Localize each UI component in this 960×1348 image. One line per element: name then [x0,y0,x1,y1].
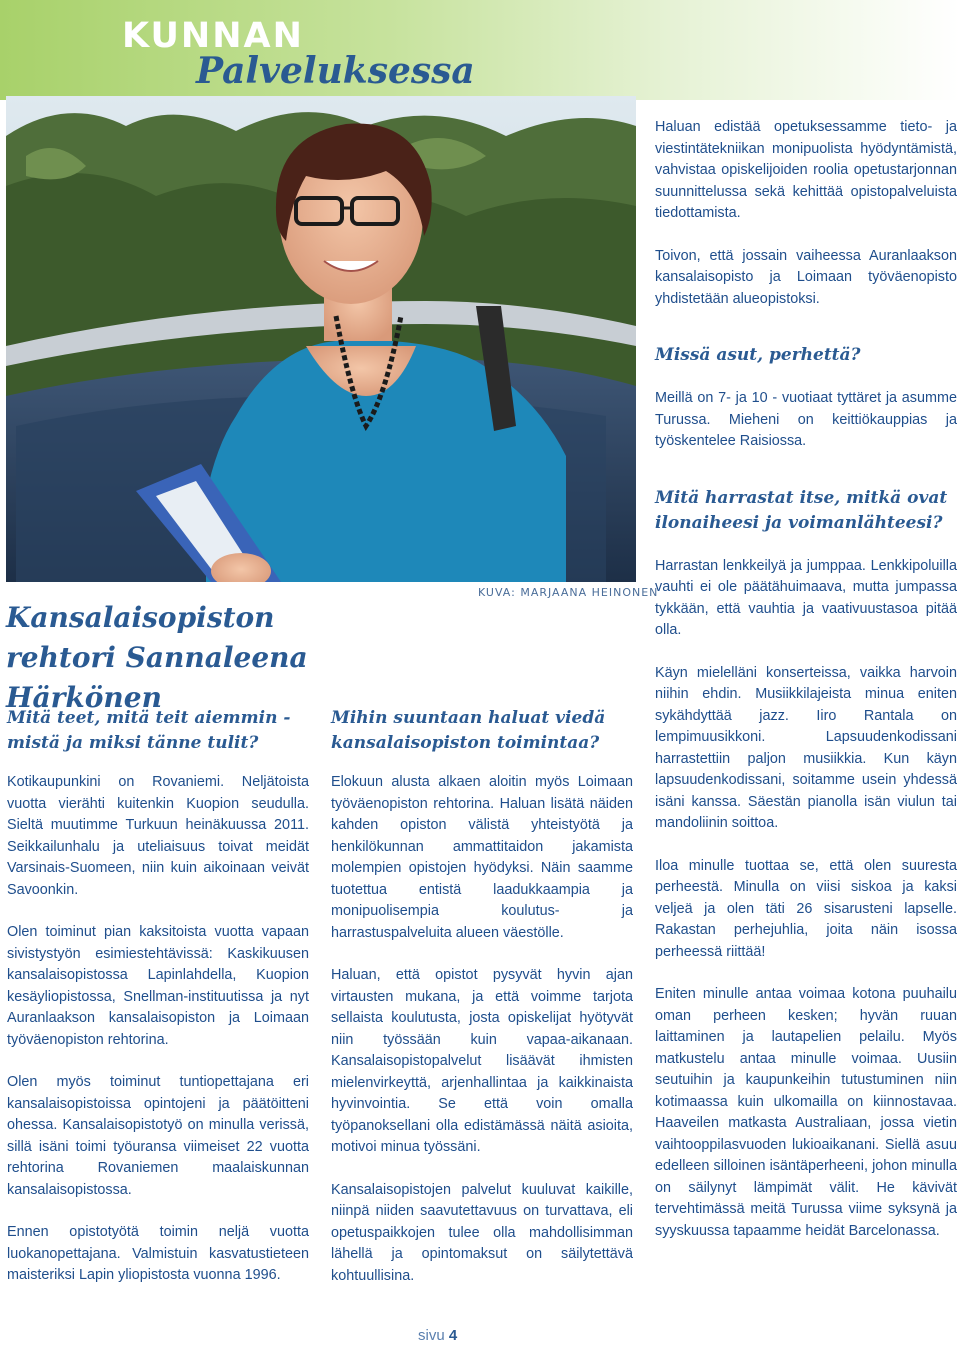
column-2 [331,706,633,1308]
paragraph: Olen toiminut pian kaksitoista vuotta vapaan sivistystyön esimiestehtävissä: Kaskikuusen kansalaisopistossa Lapinlahdella, Kuopion kesäyliopistossa, Snellman-instituutissa ja nyt Auranlaakson kansalaisopiston ja Loimaan työväenopiston rehtorina. [7,924,309,1048]
paragraph: Kansalaisopistojen palvelut kuuluvat kaikille, niinpä niiden saavutettavuus on turvattava, eli opetuspaikkojen tulee olla mahdollisimman lähellä ja opintomaksut on säilytettävä kohtuullisina. [331,1181,633,1284]
portrait-photo [6,96,636,582]
paragraph: Eniten minulle antaa voimaa kotona puuhailu oman perheen kesken; hyvän ruuan laittaminen ja lautapelien pelailu. Myös matkustelu antaa minulle voimaa. Uusiin seutuihin ja kaupunkeihin tutustuminen niin kotimaassa kuin ulkomailla on kiinnostavaa. Haaveilen matkasta Australiaan, jossa vietin vaihtooppilasvuoden lukioaikanani. Siellä asuu edelleen silloinen isäntäperheeni, johon minulla on säilynyt lämpimät välit. He kävivät tervehtimässä meitä Turussa viime syksynä ja syyskuussa tapaamme heidät Barcelonassa. [655,986,957,1239]
header-kicker: KUNNAN [122,16,304,56]
article-title: Kansalaisopiston rehtori Sannaleena Härkönen [6,601,308,714]
paragraph: Haluan edistää opetuksessamme tieto- ja viestintätekniikan monipuolista hyödyntämistä, vahvistaa opiskelijoiden roolia opetustarjonnan suunnittelussa sekä kehittää opistopalveluista tiedottamista. [655,119,957,221]
photo-credit: KUVA: MARJAANA HEINONEN [478,586,659,599]
column-1 [7,706,309,1308]
paragraph: Ennen opistotyötä toimin neljä vuotta luokanopettajana. Valmistuin kasvatustieteen maisteriksi Lapin yliopistosta vuonna 1996. [7,1224,309,1283]
paragraph: Olen myös toiminut tuntiopettajana eri kansalaisopistoissa opintojeni ja päätöitteni ohessa. Kansalaisopistotyö on minulla verissä, sillä isäni toimi työuransa viimeiset 22 vuotta rehtorina Rovaniemen maalaiskunnan kansalaisopistossa. [7,1074,309,1198]
paragraph: Elokuun alusta alkaen aloitin myös Loimaan työväenopiston rehtorina. Haluan lisätä näiden kahden opiston välistä yhteistyötä ja henkilökunnan ammattitaidon jakamista molempien opistojen hyödyksi. Näin saamme tuotettua entistä laadukkaampia ja monipuolisempia koulutus- ja harrastuspalveluita alueen väestölle. [331,774,633,941]
question-heading: Mihin suuntaan haluat viedä kansalaisopiston toimintaa? [331,708,606,753]
question-heading: Missä asut, perhettä? [655,345,861,365]
question-heading: Mitä teet, mitä teit aiemmin - mistä ja miksi tänne tulit? [7,708,291,753]
paragraph: Iloa minulle tuottaa se, että olen suuresta perheestä. Minulla on viisi siskoa ja kaksi veljeä ja olen täti 26 sisarusteni lapselle. Rakastan perhejuhlia, joita näin isossa perheessä riittää! [655,857,957,960]
paragraph: Kotikaupunkini on Rovaniemi. Neljätoista vuotta vierähti kuitenkin Kuopion seudulla. Sieltä muutimme Turkuun heinäkuussa 2011. Seikkailunhalu ja uteliaisuus toivat meidät Varsinais-Suomeen, niin kuin aikoinaan veivät Savoonkin. [7,774,309,898]
paragraph: Harrastan lenkkeilyä ja jumppaa. Lenkkipoluilla vauhti ei ole päätähuimaava, mutta jumpassa tykkään, että vauhtia ja vaativuustasoa pitää olla. [655,557,957,638]
page-number-value: 4 [448,1327,458,1344]
column-3 [655,117,957,1263]
paragraph: Käyn mielelläni konserteissa, vaikka harvoin niihin ehdin. Musiikkilajeista minua eniten sykähdyttää jazz. Iiro Rantala on lempimuusikkoni. Lapsuudenkodissani harrastettiin paljon musiikkia. Kun käyn lapsuudenkodissani, soitamme usein yhdessä isäni kanssa. Säestän pianolla isän viulun tai mandoliinin soittoa. [655,664,957,831]
page-number [418,1327,457,1344]
paragraph: Meillä on 7- ja 10 - vuotiaat tyttäret ja asumme Turussa. Mieheni on keittiökauppias ja työskentelee Raisiossa. [655,390,957,449]
header-title: Palveluksessa [196,50,475,92]
question-heading: Mitä harrastat itse, mitkä ovat ilonaiheesi ja voimanlähteesi? [655,487,948,533]
paragraph: Toivon, että jossain vaiheessa Auranlaakson kansalaisopisto ja Loimaan työväenopisto yhdistetään alueopistoksi. [655,247,957,307]
page-label: sivu [418,1327,445,1344]
paragraph: Haluan, että opistot pysyvät hyvin ajan virtausten mukana, ja että voimme tarjota sellaista koulutusta, josta opiskelijat hyötyvät niin työssään kuin vapaa-aikanaan. Kansalaisopistopalvelut lisäävät ihmisten mielenvirkeyttä, arjenhallintaa ja kaikkinaista hyvinvointia. Se että voin omalla työpanoksellani olla edistämässä näitä asioita, motivoi minua työssäni. [331,967,633,1155]
